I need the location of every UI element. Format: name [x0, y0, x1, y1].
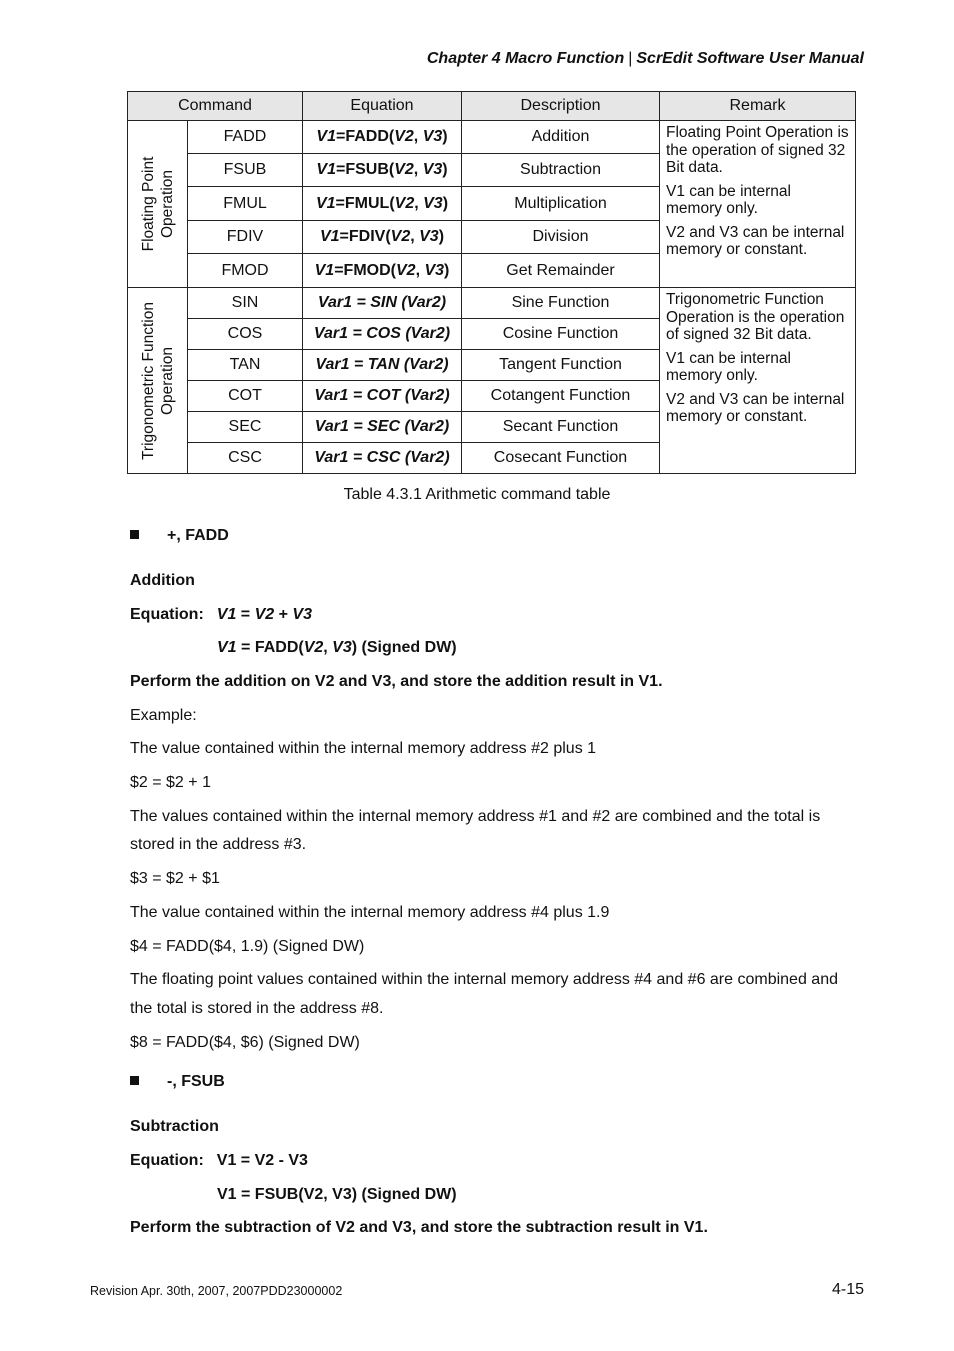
example-text: stored in the address #3.: [130, 836, 307, 853]
cell-equation: V1=FADD(V2, V3): [303, 121, 462, 154]
square-bullet-icon: [130, 530, 139, 539]
cell-command: FMUL: [188, 187, 303, 221]
section-bullet-fsub: -, FSUB: [130, 1073, 225, 1091]
cell-description: Addition: [462, 121, 660, 154]
table-row: [128, 121, 856, 154]
cell-description: Cosine Function: [462, 319, 660, 350]
column-header-description: Description: [462, 92, 660, 121]
header-separator: |: [628, 50, 633, 67]
group-label-trigonometric: Trigonometric Function Operation: [128, 288, 188, 474]
cell-equation: Var1 = SEC (Var2): [303, 412, 462, 443]
cell-description: Sine Function: [462, 288, 660, 319]
footer-page-number: 4-15: [831, 1281, 864, 1298]
cell-description: Division: [462, 221, 660, 254]
page-header: [427, 50, 864, 68]
header-chapter: Chapter 4 Macro Function: [426, 50, 625, 67]
cell-command: FMOD: [188, 254, 303, 288]
column-header-equation: Equation: [303, 92, 462, 121]
cell-command: COT: [188, 381, 303, 412]
example-text: The value contained within the internal memory address #2 plus 1: [130, 740, 597, 757]
cell-description: Get Remainder: [462, 254, 660, 288]
equation-line-1: Equation: V1 = V2 - V3: [130, 1152, 308, 1169]
example-code: $2 = $2 + 1: [130, 774, 211, 791]
cell-command: SIN: [188, 288, 303, 319]
cell-equation: Var1 = TAN (Var2): [303, 350, 462, 381]
subtraction-summary: Perform the subtraction of V2 and V3, and store the subtraction result in V1.: [130, 1219, 708, 1236]
cell-equation: Var1 = COS (Var2): [303, 319, 462, 350]
table-caption: Table 4.3.1 Arithmetic command table: [343, 486, 611, 503]
cell-description: Subtraction: [462, 154, 660, 187]
section-bullet-fadd: +, FADD: [130, 527, 229, 545]
cell-equation: V1=FDIV(V2, V3): [303, 221, 462, 254]
section-title-subtraction: Subtraction: [130, 1118, 219, 1135]
column-header-command: Command: [128, 92, 303, 121]
cell-equation: Var1 = COT (Var2): [303, 381, 462, 412]
cell-command: FADD: [188, 121, 303, 154]
section-title-addition: Addition: [130, 572, 195, 589]
cell-equation: Var1 = CSC (Var2): [303, 443, 462, 474]
cell-command: FSUB: [188, 154, 303, 187]
cell-description: Multiplication: [462, 187, 660, 221]
header-manual-title: ScrEdit Software User Manual: [636, 50, 864, 67]
equation-line-2: V1 = FSUB(V2, V3) (Signed DW): [217, 1186, 457, 1203]
cell-remark-floating-point: Floating Point Operation is the operation of signed 32 Bit data. V1 can be internal memory only. V2 and V3 can be internal memory or constant.: [660, 121, 856, 288]
equation-line-2: V1 = FADD(V2, V3) (Signed DW): [217, 639, 457, 656]
example-code: $4 = FADD($4, 1.9) (Signed DW): [130, 938, 365, 955]
cell-equation: V1=FMOD(V2, V3): [303, 254, 462, 288]
cell-description: Cotangent Function: [462, 381, 660, 412]
cell-description: Tangent Function: [462, 350, 660, 381]
example-text: The floating point values contained within the internal memory address #4 and #6 are combined and: [130, 971, 838, 988]
cell-equation: V1=FMUL(V2, V3): [303, 187, 462, 221]
cell-description: Secant Function: [462, 412, 660, 443]
group-label-floating-point: Floating Point Operation: [128, 121, 188, 288]
column-header-remark: Remark: [660, 92, 856, 121]
example-text: The values contained within the internal memory address #1 and #2 are combined and the total is: [130, 808, 821, 825]
cell-command: SEC: [188, 412, 303, 443]
table-row: [128, 288, 856, 319]
cell-command: TAN: [188, 350, 303, 381]
equation-line-1: Equation: V1 = V2 + V3: [130, 606, 312, 623]
cell-equation: V1=FSUB(V2, V3): [303, 154, 462, 187]
example-label: Example:: [130, 707, 197, 724]
square-bullet-icon: [130, 1076, 139, 1085]
cell-description: Cosecant Function: [462, 443, 660, 474]
addition-summary: Perform the addition on V2 and V3, and store the addition result in V1.: [130, 673, 663, 690]
cell-equation: Var1 = SIN (Var2): [303, 288, 462, 319]
example-text: The value contained within the internal memory address #4 plus 1.9: [130, 904, 610, 921]
cell-command: COS: [188, 319, 303, 350]
example-text: the total is stored in the address #8.: [130, 1000, 384, 1017]
cell-command: CSC: [188, 443, 303, 474]
table-header-row: [128, 92, 856, 121]
cell-remark-trigonometric: Trigonometric Function Operation is the operation of signed 32 Bit data. V1 can be internal memory only. V2 and V3 can be internal memory or constant.: [660, 288, 856, 474]
footer-revision: Revision Apr. 30th, 2007, 2007PDD23000002: [90, 1284, 343, 1298]
arithmetic-command-table: [127, 91, 856, 474]
example-code: $8 = FADD($4, $6) (Signed DW): [130, 1034, 360, 1051]
example-code: $3 = $2 + $1: [130, 870, 220, 887]
cell-command: FDIV: [188, 221, 303, 254]
